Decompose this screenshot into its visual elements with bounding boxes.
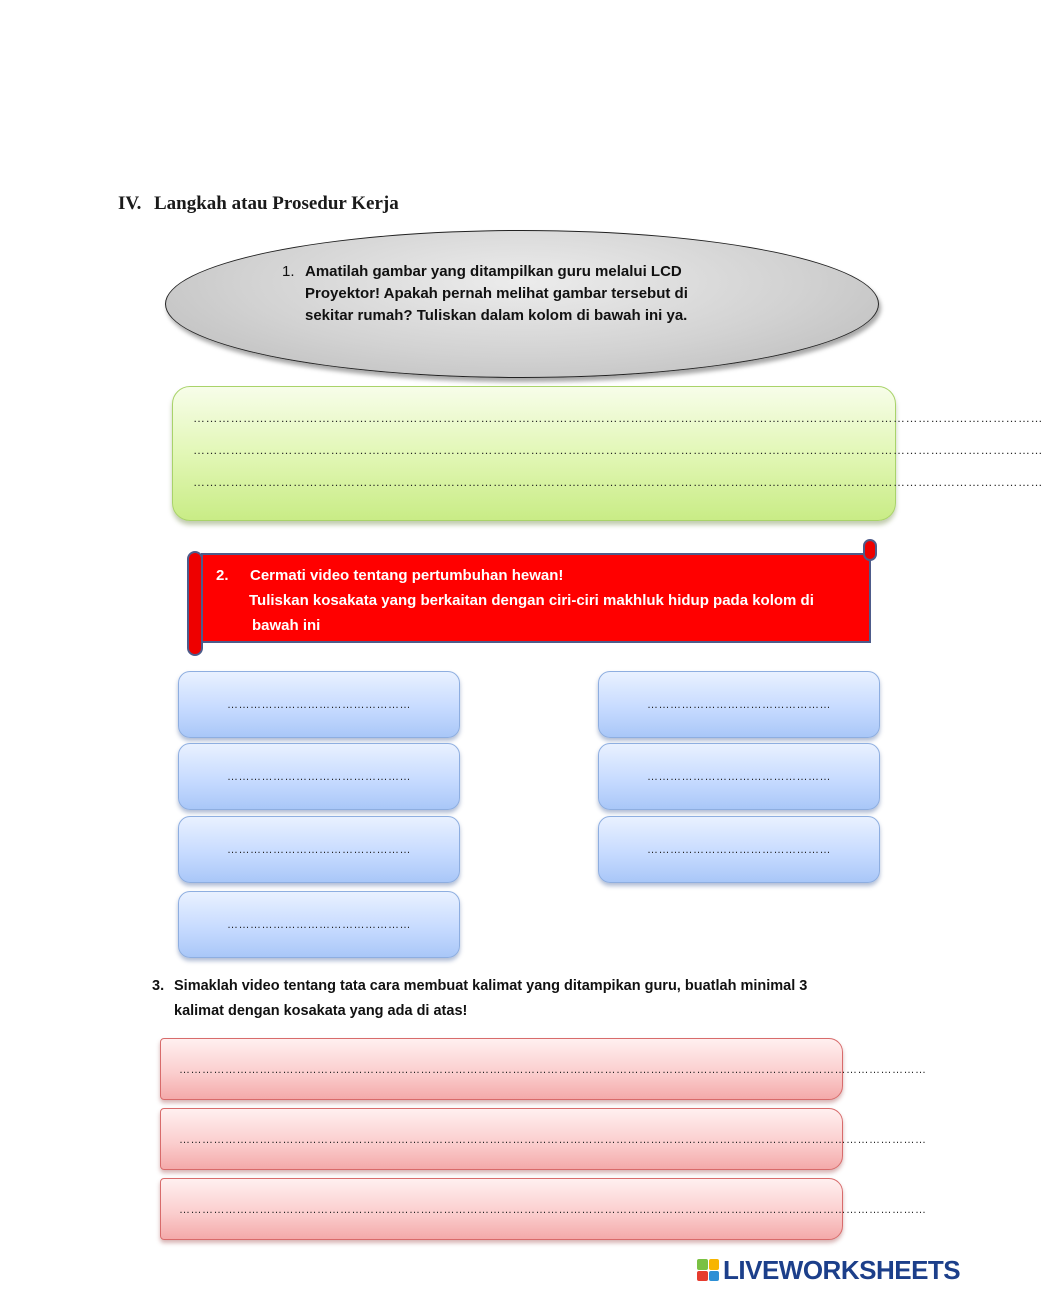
step3-instruction	[152, 974, 892, 1024]
vocab-input[interactable]: …………………………………………	[647, 699, 831, 711]
vocab-box-left-1[interactable]	[178, 671, 460, 738]
vocab-input[interactable]: …………………………………………	[647, 771, 831, 783]
step1-line: sekitar rumah? Tuliskan dalam kolom di bawah ini ya.	[305, 307, 688, 324]
sentence-box-3[interactable]	[160, 1178, 927, 1240]
step3-number: 3.	[152, 978, 165, 994]
vocab-input[interactable]: …………………………………………	[227, 919, 411, 931]
step3-line-1: Simaklah video tentang tata cara membuat kalimat yang ditampikan guru, buatlah minimal 3	[174, 978, 808, 994]
step2-line-3: bawah ini	[252, 617, 321, 634]
step1-line: Proyektor! Apakah pernah melihat gambar tersebut di	[305, 285, 688, 302]
sentence-input[interactable]: ……………………………………………………………………………………………………………………………………………………………………………	[179, 1134, 927, 1146]
step2-instruction	[216, 563, 856, 638]
sentence-box-1[interactable]	[160, 1038, 927, 1100]
section-title-text: Langkah atau Prosedur Kerja	[154, 193, 399, 214]
sentence-input[interactable]: ……………………………………………………………………………………………………………………………………………………………………………	[179, 1204, 927, 1216]
step2-line-2: Tuliskan kosakata yang berkaitan dengan ciri-ciri makhluk hidup pada kolom di	[249, 592, 814, 609]
step1-instruction	[282, 261, 732, 327]
vocab-box-right-1[interactable]	[598, 671, 880, 738]
vocab-input[interactable]: …………………………………………	[647, 844, 831, 856]
step3-line-2: kalimat dengan kosakata yang ada di atas!	[174, 1003, 468, 1019]
vocab-box-left-2[interactable]	[178, 743, 460, 810]
sentence-box-2[interactable]	[160, 1108, 927, 1170]
step2-number: 2.	[216, 567, 229, 584]
scroll-curl-right	[863, 539, 877, 561]
step1-line: Amatilah gambar yang ditampilkan guru melalui LCD	[305, 263, 682, 280]
observation-answer-box[interactable]	[172, 386, 1043, 521]
step2-line-1: Cermati video tentang pertumbuhan hewan!	[250, 567, 564, 584]
answer-line-2[interactable]: ……………………………………………………………………………………………………………………………………………………………………………………	[193, 443, 1043, 457]
liveworksheets-logo-icon	[697, 1259, 719, 1281]
section-title	[118, 193, 399, 215]
vocab-input[interactable]: …………………………………………	[227, 699, 411, 711]
vocab-box-left-3[interactable]	[178, 816, 460, 883]
answer-line-1[interactable]: ……………………………………………………………………………………………………………………………………………………………………………………	[193, 411, 1043, 425]
section-number: IV.	[118, 193, 142, 214]
step1-number: 1.	[282, 263, 295, 280]
answer-line-3[interactable]: ……………………………………………………………………………………………………………………………………………………………………………………	[193, 475, 1043, 489]
sentence-input[interactable]: ……………………………………………………………………………………………………………………………………………………………………………	[179, 1064, 927, 1076]
logo-text: LIVEWORKSHEETS	[723, 1254, 961, 1285]
liveworksheets-logo	[697, 1254, 960, 1286]
vocab-box-left-4[interactable]	[178, 891, 460, 958]
vocab-box-right-2[interactable]	[598, 743, 880, 810]
vocab-input[interactable]: …………………………………………	[227, 844, 411, 856]
vocab-input[interactable]: …………………………………………	[227, 771, 411, 783]
scroll-curl-left	[187, 551, 203, 656]
vocab-box-right-3[interactable]	[598, 816, 880, 883]
